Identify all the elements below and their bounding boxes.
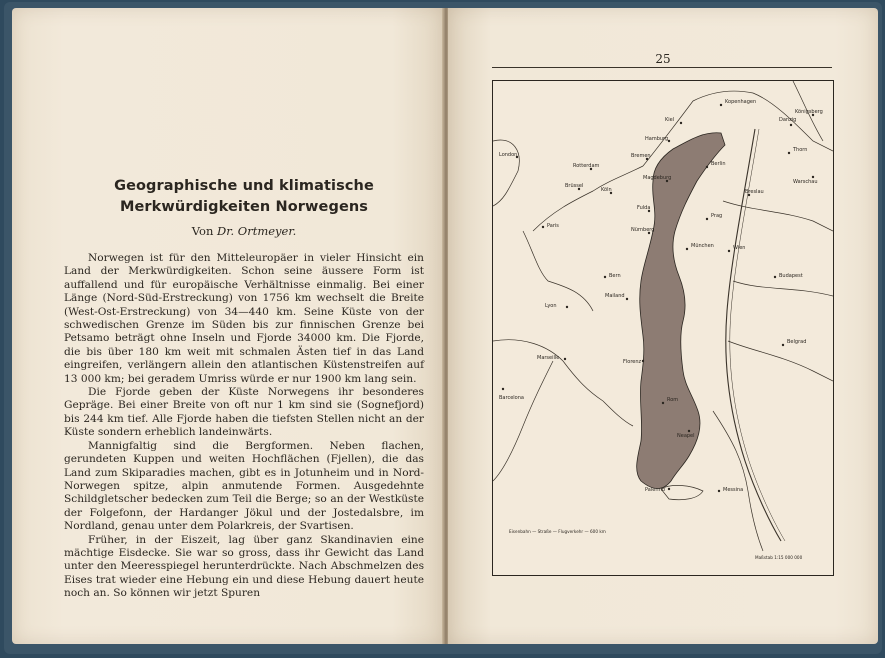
- svg-text:London: London: [499, 152, 518, 158]
- svg-text:Hamburg: Hamburg: [645, 136, 669, 142]
- svg-text:Neapel: Neapel: [677, 433, 695, 439]
- svg-text:Budapest: Budapest: [779, 273, 803, 279]
- svg-text:München: München: [691, 243, 714, 249]
- paragraph: Norwegen ist für den Mitteleuropäer in vieler Hinsicht ein Land der Merkwürdigkeiten. Schon seine äussere Form ist auffallend und für europäische Verhältnisse einmalig. Bei einer Länge (Nord-Süd-Erstreckung) von 1756 km wechselt die Breite (West-Ost-Erstreckung) von 34—440 km. Seine Küste von der schwedischen Grenze im Süden bis zur finnischen Grenze bei Petsamo beträgt ohne Inseln und Fjorde 34000 km. Die Fjorde, die bis über 180 km weit mit schmalen Ästen tief in das Land eingreifen, verlängern allein den atlantischen Küstenstreifen auf 13 000 km; bei geradem Umriss würde er nur 1900 km lang sein.: [64, 252, 424, 385]
- right-page: [448, 8, 878, 644]
- paragraph: Mannigfaltig sind die Bergformen. Neben flachen, gerundeten Kuppen und weiten Hochflächen (Fjellen), die das Land zum Skiparadies machen, gibt es in Jotunheim und in Nord-Norwegen spitze, alpin anmutende Formen. Ausgedehnte Schildgletscher bedecken zum Teil die Berge; so an der Westküste der Folgefonn, der Hardanger Jökul und der Jostedalsbre, im Nordland, genau unter dem Polarkreis, der Svartisen.: [64, 439, 424, 533]
- svg-text:Messina: Messina: [723, 487, 744, 493]
- svg-text:Warschau: Warschau: [793, 179, 818, 185]
- author-prefix: Von: [191, 224, 214, 238]
- svg-text:Nürnberg: Nürnberg: [631, 227, 655, 233]
- article-body: [64, 252, 424, 601]
- map-legend: Eisenbahn — Straße — Flugverkehr — 600 km: [509, 529, 606, 534]
- article: [64, 176, 424, 601]
- svg-text:Bern: Bern: [609, 273, 621, 279]
- svg-text:Bremen: Bremen: [631, 153, 651, 159]
- svg-text:Paris: Paris: [547, 223, 559, 229]
- header-rule: [492, 67, 832, 68]
- svg-text:Wien: Wien: [733, 245, 746, 251]
- svg-text:Florenz: Florenz: [623, 359, 642, 365]
- svg-text:Brüssel: Brüssel: [565, 183, 584, 189]
- svg-text:Belgrad: Belgrad: [787, 339, 807, 345]
- svg-text:Fulda: Fulda: [637, 205, 651, 211]
- show-through-text: [52, 36, 432, 146]
- svg-text:Thorn: Thorn: [793, 147, 808, 153]
- svg-text:Magdeburg: Magdeburg: [643, 175, 672, 181]
- map-figure: [492, 80, 834, 576]
- svg-text:Prag: Prag: [711, 213, 723, 219]
- left-page: [12, 8, 444, 644]
- author-name: Dr. Ortmeyer.: [217, 224, 297, 238]
- paragraph: Früher, in der Eiszeit, lag über ganz Skandinavien eine mächtige Eisdecke. Sie war so gross, dass ihr Gewicht das Land unter den Meeresspiegel herunterdrückte. Nach Abschmelzen des Eises trat wieder eine Hebung ein und diese Hebung dauert heute noch an. So können wir jetzt Spuren: [64, 533, 424, 600]
- svg-text:Danzig: Danzig: [779, 117, 797, 123]
- map-illustration: [493, 81, 833, 575]
- svg-text:Köln: Köln: [601, 187, 612, 193]
- page-number: 25: [655, 52, 671, 66]
- paragraph: Die Fjorde geben der Küste Norwegens ihr besonderes Gepräge. Bei einer Breite von oft nur 1 km sind sie (Sognefjord) bis 244 km tief. Alle Fjorde haben die tiefsten Stellen nicht an der Küste sondern erheblich landeinwärts.: [64, 386, 424, 439]
- article-author: [64, 224, 424, 238]
- svg-text:Barcelona: Barcelona: [499, 395, 524, 401]
- article-title: Geographische und klimatische Merkwürdigkeiten Norwegens: [114, 178, 374, 215]
- svg-text:Königsberg: Königsberg: [795, 109, 823, 115]
- svg-text:Marseille: Marseille: [537, 355, 560, 361]
- svg-text:Berlin: Berlin: [711, 161, 726, 167]
- book-spread: [4, 2, 882, 654]
- svg-text:Breslau: Breslau: [745, 189, 764, 195]
- svg-text:Rotterdam: Rotterdam: [573, 163, 600, 169]
- svg-text:Kopenhagen: Kopenhagen: [725, 99, 757, 105]
- svg-text:Palermo: Palermo: [645, 487, 666, 493]
- map-credit: Maßstab 1:15 000 000: [755, 555, 803, 560]
- svg-text:Lyon: Lyon: [545, 303, 557, 309]
- svg-text:Rom: Rom: [667, 397, 679, 403]
- svg-text:Kiel: Kiel: [665, 117, 675, 123]
- svg-text:Mailand: Mailand: [605, 293, 625, 299]
